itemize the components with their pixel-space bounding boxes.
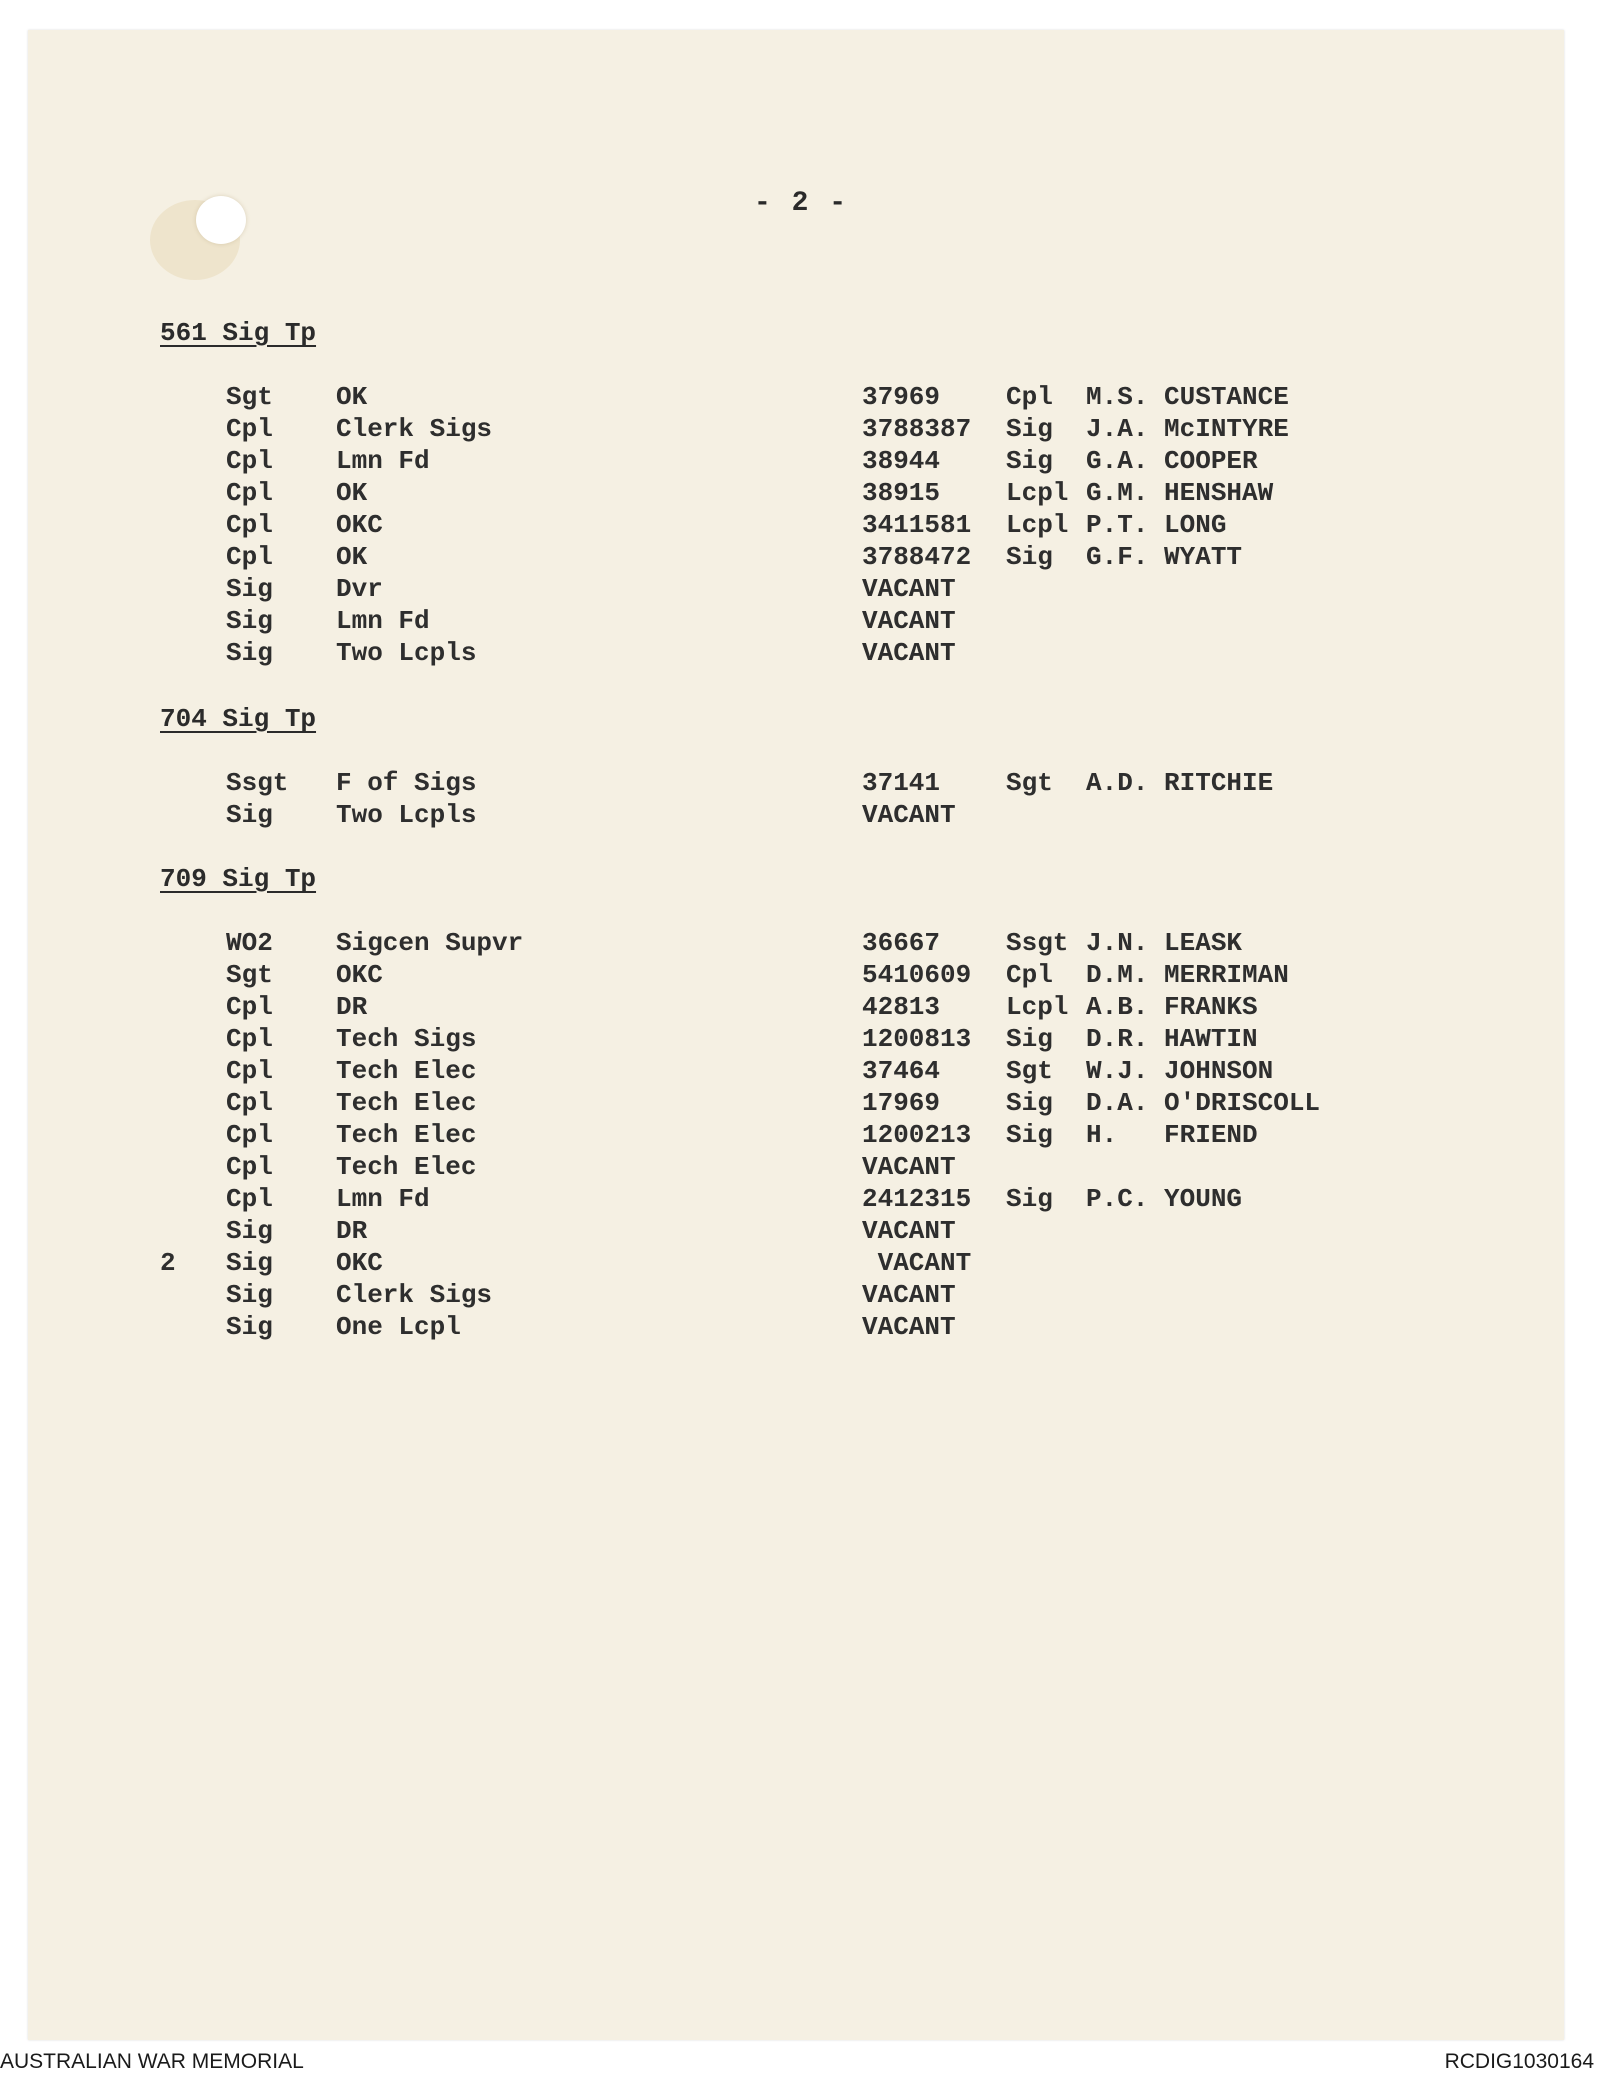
establishment-rank: Cpl <box>226 478 273 508</box>
holder-name: A.B. FRANKS <box>1086 992 1258 1022</box>
holder-rank: Ssgt <box>1006 928 1069 958</box>
trade: Dvr <box>336 574 383 604</box>
roll-row <box>0 1216 1602 1248</box>
service-number: VACANT <box>862 1248 972 1278</box>
establishment-rank: Ssgt <box>226 768 289 798</box>
establishment-rank: Cpl <box>226 446 273 476</box>
roll-row <box>0 382 1602 414</box>
holder-name: P.T. LONG <box>1086 510 1227 540</box>
trade: Sigcen Supvr <box>336 928 524 958</box>
roll-row <box>0 606 1602 638</box>
establishment-rank: Sig <box>226 1248 273 1278</box>
holder-name: P.C. YOUNG <box>1086 1184 1243 1214</box>
trade: OK <box>336 382 368 412</box>
service-number: 3788472 <box>862 542 972 572</box>
establishment-rank: Cpl <box>226 1184 273 1214</box>
establishment-rank: Cpl <box>226 1152 273 1182</box>
roll-row <box>0 1088 1602 1120</box>
holder-name: D.A. O'DRISCOLL <box>1086 1088 1321 1118</box>
trade: Two Lcpls <box>336 638 477 668</box>
roll-row <box>0 542 1602 574</box>
establishment-rank: Cpl <box>226 1088 273 1118</box>
holder-name: H. FRIEND <box>1086 1120 1258 1150</box>
holder-name: M.S. CUSTANCE <box>1086 382 1289 412</box>
roll-row <box>0 960 1602 992</box>
roll-row <box>0 1312 1602 1344</box>
establishment-rank: Sig <box>226 574 273 604</box>
roll-row <box>0 1120 1602 1152</box>
trade: Clerk Sigs <box>336 414 493 444</box>
holder-rank: Sig <box>1006 1120 1053 1150</box>
trade: Tech Elec <box>336 1120 477 1150</box>
section-title: 709 Sig Tp <box>160 864 317 894</box>
roll-row <box>0 478 1602 510</box>
roll-row <box>0 1248 1602 1280</box>
roll-row <box>0 1152 1602 1184</box>
service-number: VACANT <box>862 1312 956 1342</box>
establishment-rank: Cpl <box>226 1056 273 1086</box>
establishment-rank: Cpl <box>226 510 273 540</box>
roll-row <box>0 768 1602 800</box>
holder-name: G.F. WYATT <box>1086 542 1243 572</box>
trade: Tech Elec <box>336 1088 477 1118</box>
establishment-rank: Sig <box>226 1312 273 1342</box>
trade: F of Sigs <box>336 768 477 798</box>
trade: OK <box>336 542 368 572</box>
page-number: - 2 - <box>753 188 848 219</box>
roll-row <box>0 1280 1602 1312</box>
roll-row <box>0 446 1602 478</box>
section-title: 561 Sig Tp <box>160 318 317 348</box>
roll-row <box>0 638 1602 670</box>
section-title: 704 Sig Tp <box>160 704 317 734</box>
trade: OKC <box>336 510 383 540</box>
holder-rank: Cpl <box>1006 960 1053 990</box>
trade: Tech Elec <box>336 1152 477 1182</box>
service-number: 37464 <box>862 1056 941 1086</box>
holder-name: W.J. JOHNSON <box>1086 1056 1274 1086</box>
holder-name: G.A. COOPER <box>1086 446 1258 476</box>
holder-rank: Sig <box>1006 1024 1053 1054</box>
roll-row <box>0 928 1602 960</box>
service-number: 5410609 <box>862 960 972 990</box>
establishment-rank: Sgt <box>226 960 273 990</box>
trade: OKC <box>336 960 383 990</box>
establishment-rank: Sig <box>226 1280 273 1310</box>
service-number: VACANT <box>862 1280 956 1310</box>
holder-rank: Lcpl <box>1006 510 1069 540</box>
trade: DR <box>336 1216 368 1246</box>
service-number: 38944 <box>862 446 941 476</box>
establishment-rank: Cpl <box>226 542 273 572</box>
holder-name: D.R. HAWTIN <box>1086 1024 1258 1054</box>
trade: DR <box>336 992 368 1022</box>
roll-row <box>0 510 1602 542</box>
service-number: 3788387 <box>862 414 972 444</box>
trade: Clerk Sigs <box>336 1280 493 1310</box>
holder-rank: Sig <box>1006 446 1053 476</box>
service-number: 38915 <box>862 478 941 508</box>
establishment-rank: Cpl <box>226 992 273 1022</box>
roll-row <box>0 1184 1602 1216</box>
establishment-rank: Sig <box>226 606 273 636</box>
service-number: 1200213 <box>862 1120 972 1150</box>
trade: Tech Sigs <box>336 1024 477 1054</box>
holder-name: G.M. HENSHAW <box>1086 478 1274 508</box>
service-number: 37969 <box>862 382 941 412</box>
trade: Lmn Fd <box>336 446 430 476</box>
roll-row <box>0 1024 1602 1056</box>
establishment-rank: Sig <box>226 1216 273 1246</box>
service-number: 2412315 <box>862 1184 972 1214</box>
holder-name: J.N. LEASK <box>1086 928 1243 958</box>
archive-reference: RCDIG1030164 <box>1444 2050 1594 2073</box>
service-number: VACANT <box>862 800 956 830</box>
holder-name: J.A. McINTYRE <box>1086 414 1289 444</box>
service-number: 42813 <box>862 992 941 1022</box>
establishment-rank: WO2 <box>226 928 273 958</box>
service-number: VACANT <box>862 1216 956 1246</box>
roll-row <box>0 800 1602 832</box>
trade: One Lcpl <box>336 1312 461 1342</box>
service-number: VACANT <box>862 638 956 668</box>
quantity: 2 <box>160 1248 176 1278</box>
trade: Two Lcpls <box>336 800 477 830</box>
holder-rank: Sig <box>1006 414 1053 444</box>
establishment-rank: Cpl <box>226 414 273 444</box>
holder-rank: Sgt <box>1006 1056 1053 1086</box>
holder-rank: Sig <box>1006 1088 1053 1118</box>
holder-rank: Cpl <box>1006 382 1053 412</box>
establishment-rank: Cpl <box>226 1024 273 1054</box>
service-number: 3411581 <box>862 510 972 540</box>
service-number: 17969 <box>862 1088 941 1118</box>
trade: OK <box>336 478 368 508</box>
holder-rank: Lcpl <box>1006 478 1069 508</box>
holder-rank: Sig <box>1006 542 1053 572</box>
trade: OKC <box>336 1248 383 1278</box>
establishment-rank: Sig <box>226 800 273 830</box>
service-number: 37141 <box>862 768 941 798</box>
establishment-rank: Sig <box>226 638 273 668</box>
service-number: VACANT <box>862 1152 956 1182</box>
roll-row <box>0 574 1602 606</box>
holder-rank: Sig <box>1006 1184 1053 1214</box>
establishment-rank: Sgt <box>226 382 273 412</box>
roll-row <box>0 1056 1602 1088</box>
trade: Lmn Fd <box>336 606 430 636</box>
service-number: VACANT <box>862 574 956 604</box>
trade: Tech Elec <box>336 1056 477 1086</box>
holder-name: D.M. MERRIMAN <box>1086 960 1289 990</box>
service-number: 1200813 <box>862 1024 972 1054</box>
trade: Lmn Fd <box>336 1184 430 1214</box>
archive-credit: AUSTRALIAN WAR MEMORIAL <box>0 2050 304 2073</box>
holder-rank: Lcpl <box>1006 992 1069 1022</box>
service-number: VACANT <box>862 606 956 636</box>
holder-name: A.D. RITCHIE <box>1086 768 1274 798</box>
holder-rank: Sgt <box>1006 768 1053 798</box>
establishment-rank: Cpl <box>226 1120 273 1150</box>
service-number: 36667 <box>862 928 941 958</box>
roll-row <box>0 414 1602 446</box>
roll-row <box>0 992 1602 1024</box>
